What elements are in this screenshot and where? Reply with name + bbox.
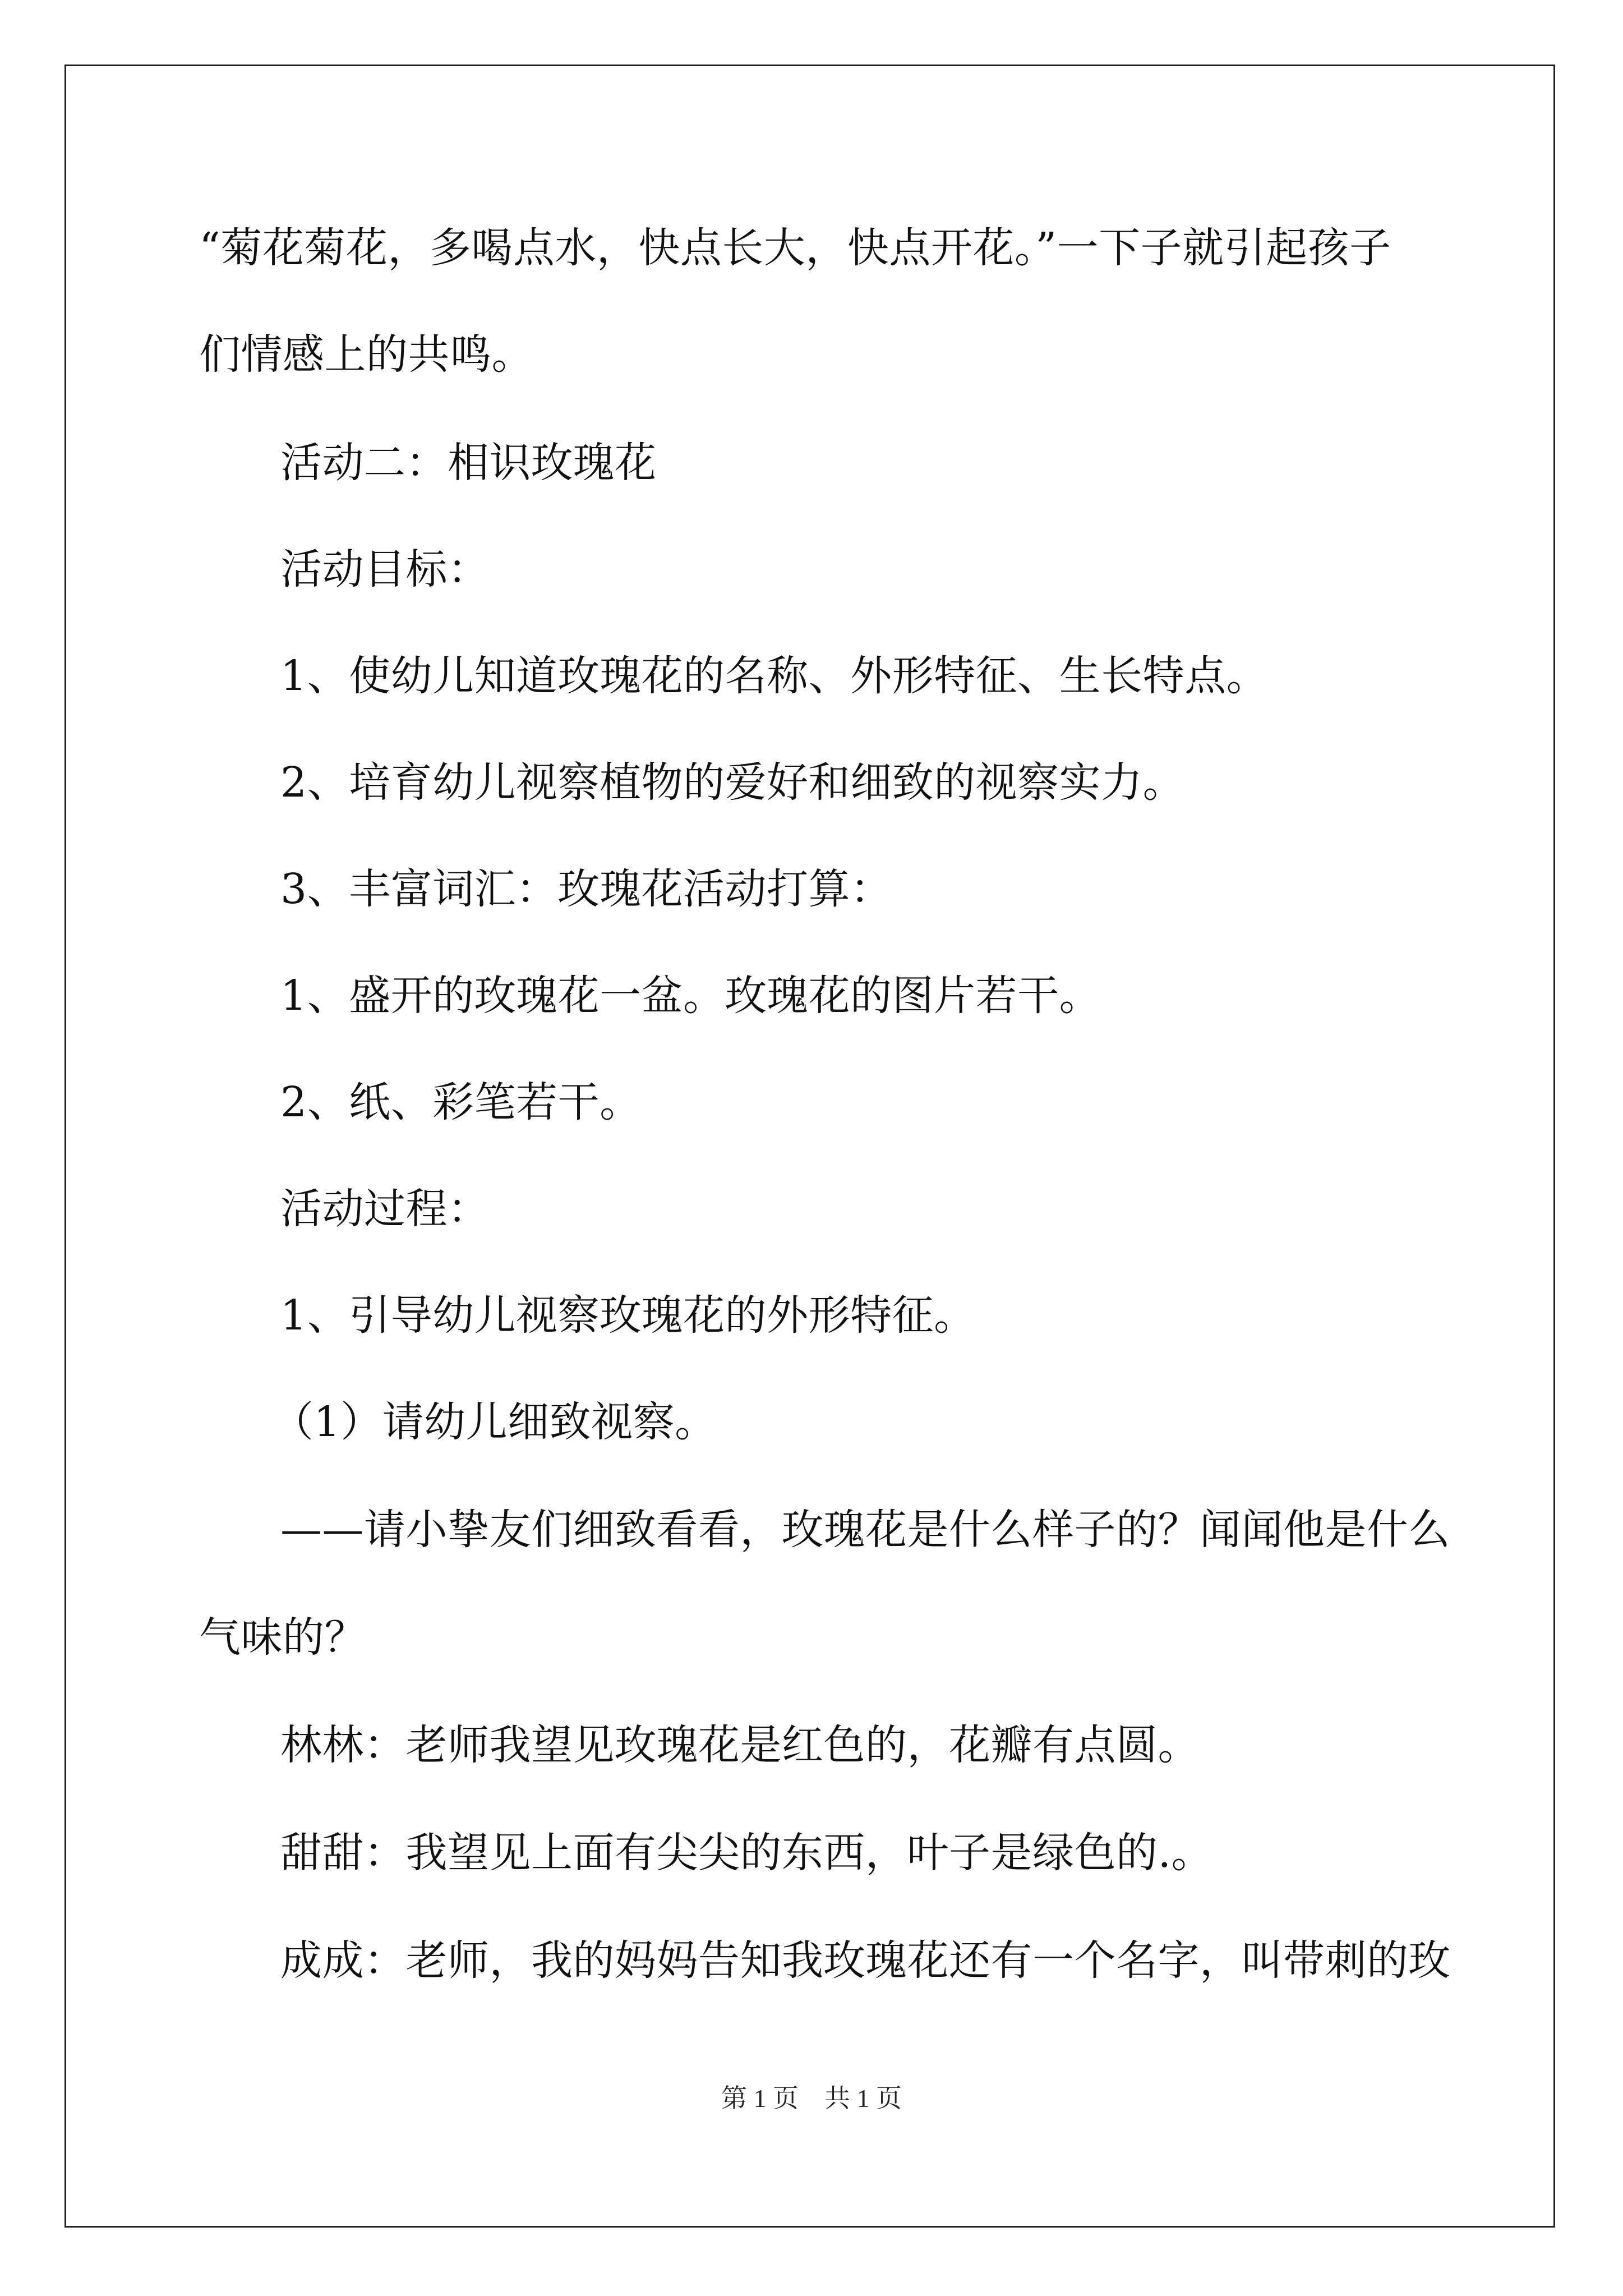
list-item: 1、盛开的玫瑰花一盆。玫瑰花的图片若干。	[280, 972, 1101, 1020]
dialogue-line: 成成：老师，我的妈妈告知我玫瑰花还有一个名字，叫带刺的玫	[280, 1936, 1450, 1985]
dialogue-line: 甜甜：我望见上面有尖尖的东西，叶子是绿色的.。	[280, 1829, 1214, 1877]
paragraph-line: 气味的？	[199, 1613, 366, 1662]
list-item: 1、引导幼儿视察玫瑰花的外形特征。	[280, 1291, 976, 1340]
subheading: 活动目标：	[280, 545, 490, 593]
section-heading: 活动二：相识玫瑰花	[280, 439, 657, 487]
page-footer: 第 1 页 共 1 页	[721, 2084, 902, 2113]
paragraph-line: 们情感上的共鸣。	[199, 330, 533, 379]
page-border	[64, 65, 1555, 2228]
list-item: 2、培育幼儿视察植物的爱好和细致的视察实力。	[280, 758, 1185, 807]
dialogue-line: 林林：老师我望见玫瑰花是红色的，花瓣有点圆。	[280, 1721, 1200, 1769]
subheading: 活动过程：	[280, 1185, 490, 1233]
list-item: 2、纸、彩笔若干。	[280, 1078, 642, 1126]
list-item: 1、使幼儿知道玫瑰花的名称、外形特征、生长特点。	[280, 652, 1269, 700]
list-item: （1）请幼儿细致视察。	[272, 1398, 717, 1446]
list-item: 3、丰富词汇：玫瑰花活动打算：	[280, 865, 892, 913]
paragraph-line: ——请小挚友们细致看看，玫瑰花是什么样子的？闻闻他是什么	[280, 1506, 1450, 1554]
paragraph-line: “菊花菊花，多喝点水，快点长大，快点开花。”一下子就引起孩子	[199, 224, 1391, 272]
